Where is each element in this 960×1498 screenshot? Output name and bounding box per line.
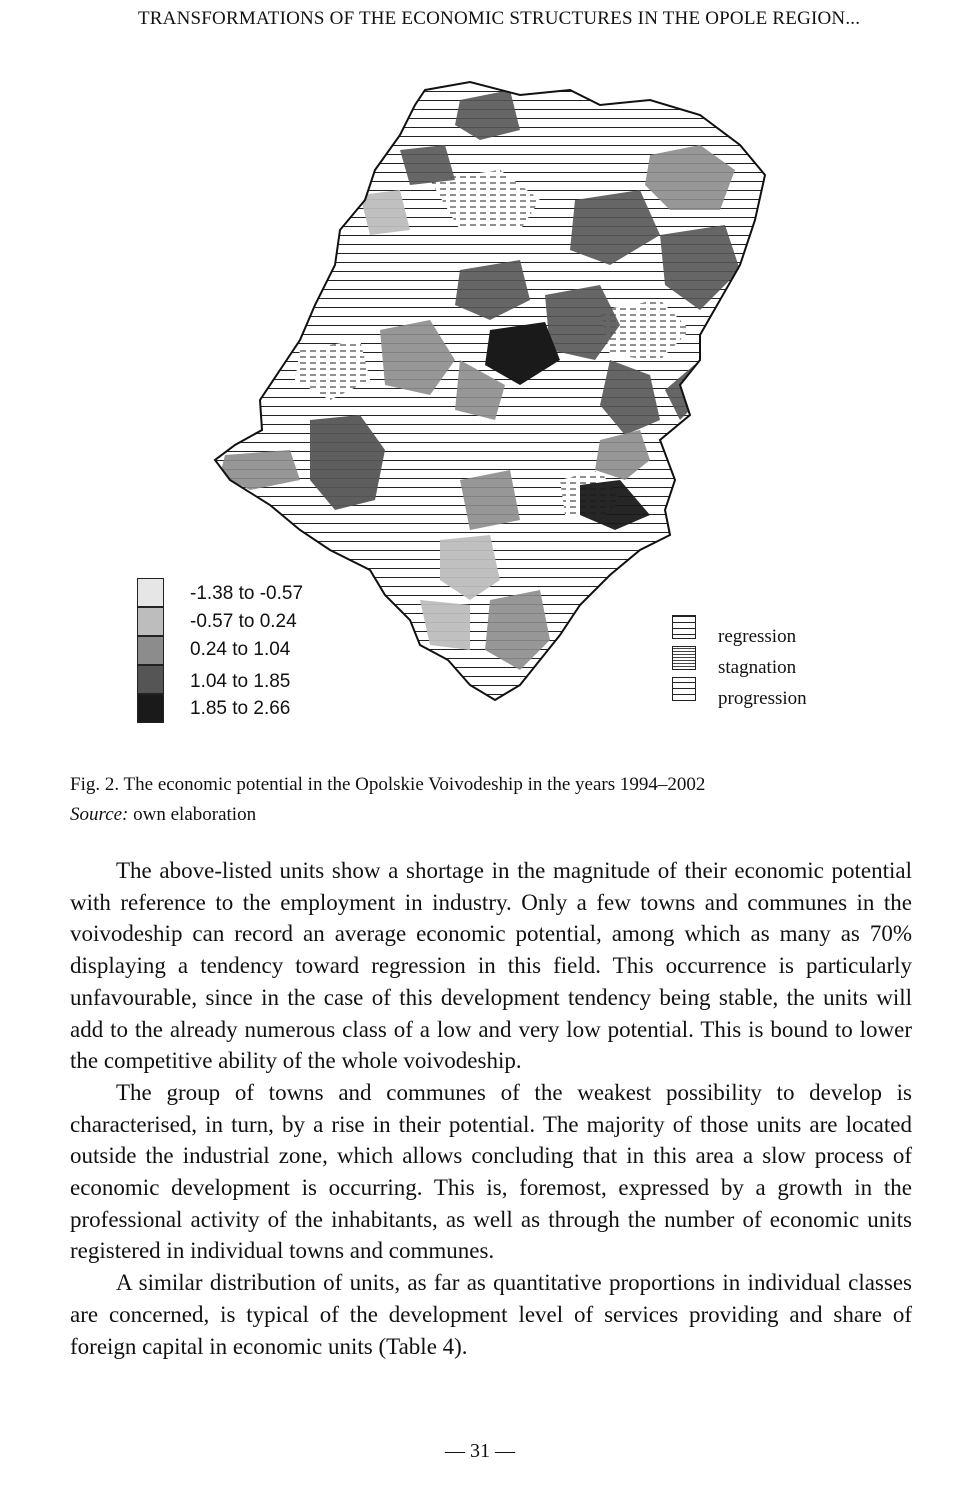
legend-swatch-1 bbox=[137, 578, 164, 607]
legend-label-5: 1.85 to 2.66 bbox=[190, 698, 291, 719]
legend-swatch-5 bbox=[137, 694, 164, 723]
legend-progression-swatch bbox=[672, 677, 696, 701]
caption-line bbox=[70, 770, 705, 800]
legend-label-1: -1.38 to -0.57 bbox=[190, 583, 304, 604]
choropleth-map-figure bbox=[0, 60, 960, 760]
paragraph-3: A similar distribution of units, as far as quantitative proportions in individual classes are concerned, is typical of the development level of services providing and share of foreign capital in economic units (Table 4). bbox=[70, 1270, 912, 1359]
source-text: own elaboration bbox=[133, 804, 257, 825]
source-line bbox=[70, 800, 705, 830]
legend-swatch-3 bbox=[137, 636, 164, 665]
legend-stagnation-swatch bbox=[672, 646, 696, 670]
legend-label-4: 1.04 to 1.85 bbox=[190, 671, 291, 692]
legend-swatch-2 bbox=[137, 607, 164, 636]
figure-caption bbox=[70, 770, 705, 830]
legend-stagnation-label: stagnation bbox=[718, 657, 797, 678]
legend-regression-swatch bbox=[672, 615, 696, 639]
paragraph-2: The group of towns and communes of the weakest possibility to develop is characterised, in turn, by a rise in their potential. The majority of those units are located outside the industrial zone, which allows concluding that in this area a slow process of economic development is occurring. This is, foremost, expressed by a growth in the professional activity of the inhabitants, as well as through the number of economic units registered in individual towns and communes. bbox=[70, 1079, 912, 1264]
legend-swatch-4 bbox=[137, 665, 164, 694]
running-header: TRANSFORMATIONS OF THE ECONOMIC STRUCTURES IN THE OPOLE REGION... bbox=[138, 8, 861, 29]
source-label: Source: bbox=[70, 804, 129, 825]
caption-text: The economic potential in the Opolskie Voivodeship in the years 1994–2002 bbox=[123, 774, 706, 795]
paragraph-1: The above-listed units show a shortage in the magnitude of their economic potential with reference to the employment in industry. Only a few towns and communes in the voivodeship can record an average economic potential, among which as many as 70% displaying a tendency toward regression in this field. This occurrence is particularly unfavourable, since in the case of this development tendency being stable, the units will add to the already numerous class of a low and very low potential. This is bound to lower the competitive ability of the whole voivodeship. bbox=[70, 858, 912, 1074]
caption-number: Fig. 2. bbox=[70, 774, 120, 795]
body-text bbox=[70, 855, 912, 1362]
page-number: — 31 — bbox=[445, 1440, 515, 1462]
legend-label-3: 0.24 to 1.04 bbox=[190, 639, 291, 660]
legend-regression-label: regression bbox=[718, 626, 797, 647]
legend-label-2: -0.57 to 0.24 bbox=[190, 611, 297, 632]
legend-progression-label: progression bbox=[718, 688, 807, 709]
